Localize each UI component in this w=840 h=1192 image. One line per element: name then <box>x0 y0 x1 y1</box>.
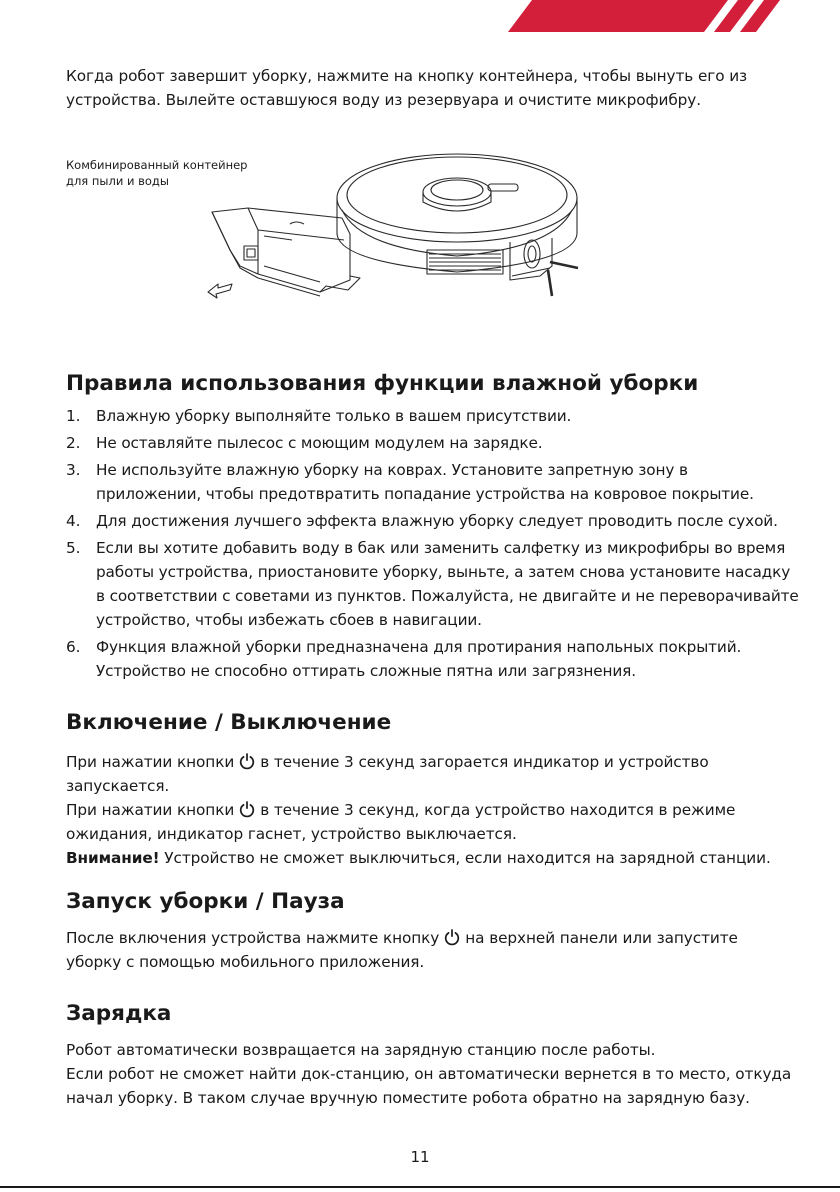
figure-caption-line-2: для пыли и воды <box>66 173 169 188</box>
robot-vacuum-drawing <box>337 154 578 296</box>
rule-number: 3. <box>66 461 81 479</box>
figure-caption-line-1: Комбинированный контейнер <box>66 158 248 172</box>
charging-line-3: начал уборку. В таком случае вручную поместите робота обратно на зарядную базу. <box>66 1089 750 1107</box>
header-stripes-decoration <box>0 0 840 32</box>
rule-text-line: Функция влажной уборки предназначена для протирания напольных покрытий. <box>96 638 742 656</box>
warning-label: Внимание! <box>66 849 160 867</box>
wet-cleaning-heading: Правила использования функции влажной уборки <box>66 371 699 396</box>
power-p2-part-b: в течение 3 секунд, когда устройство находится в режиме <box>260 801 736 819</box>
wet-cleaning-rules-list <box>66 404 799 686</box>
charging-paragraph <box>66 1038 792 1110</box>
rule-text-line: Не используйте влажную уборку на коврах. Установите запретную зону в <box>96 461 688 479</box>
rule-item <box>66 431 786 455</box>
charging-line-1: Робот автоматически возвращается на зарядную станцию после работы. <box>66 1041 656 1059</box>
rule-number: 1. <box>66 407 81 425</box>
power-paragraph <box>66 750 786 870</box>
rule-number: 2. <box>66 434 81 452</box>
warning-text: Устройство не сможет выключиться, если находится на зарядной станции. <box>164 849 771 867</box>
rule-text-line: Не оставляйте пылесос с моющим модулем на зарядке. <box>96 434 543 452</box>
footer-rule <box>0 1186 840 1188</box>
power-p1-part-a: При нажатии кнопки <box>66 753 235 771</box>
intro-line-1: Когда робот завершит уборку, нажмите на кнопку контейнера, чтобы вынуть его из <box>66 67 748 85</box>
start-part-c: уборку с помощью мобильного приложения. <box>66 953 425 971</box>
rule-text-line: работы устройства, приостановите уборку, выньте, а затем снова установите насадку <box>96 563 791 581</box>
power-heading: Включение / Выключение <box>66 710 392 735</box>
rule-number: 5. <box>66 539 81 557</box>
rule-text-line: Для достижения лучшего эффекта влажную уборку следует проводить после сухой. <box>96 512 778 530</box>
start-part-b: на верхней панели или запустите <box>465 929 738 947</box>
container-drawing <box>212 208 360 296</box>
rule-text-line: Устройство не способно оттирать сложные пятна или загрязнения. <box>96 662 636 680</box>
rule-item <box>66 635 786 683</box>
power-p2-part-c: ожидания, индикатор гаснет, устройство выключается. <box>66 825 517 843</box>
rule-text-line: в соответствии с советами из пунктов. Пожалуйста, не двигайте и не переворачивайте <box>96 587 799 605</box>
start-pause-paragraph <box>66 926 786 974</box>
rule-text-line: Влажную уборку выполняйте только в вашем присутствии. <box>96 407 572 425</box>
power-icon <box>443 928 461 946</box>
rule-item <box>66 536 799 632</box>
rule-number: 6. <box>66 638 81 656</box>
page-number: 11 <box>410 1148 430 1166</box>
rule-text-line: Если вы хотите добавить воду в бак или заменить салфетку из микрофибры во время <box>96 539 786 557</box>
power-p1-part-b: в течение 3 секунд загорается индикатор и устройство <box>260 753 709 771</box>
robot-container-illustration <box>200 150 590 310</box>
intro-paragraph <box>66 64 786 112</box>
rule-number: 4. <box>66 512 81 530</box>
rule-item <box>66 509 786 533</box>
rule-item <box>66 404 786 428</box>
power-icon <box>238 800 256 818</box>
rule-text-line: устройство, чтобы избежать сбоев в навигации. <box>96 611 482 629</box>
power-icon <box>238 752 256 770</box>
pull-out-arrow <box>208 284 232 298</box>
rule-item <box>66 458 786 506</box>
start-part-a: После включения устройства нажмите кнопку <box>66 929 440 947</box>
rule-text-line: приложении, чтобы предотвратить попадание устройства на ковровое покрытие. <box>96 485 754 503</box>
power-p1-part-c: запускается. <box>66 777 170 795</box>
charging-line-2: Если робот не сможет найти док-станцию, он автоматически вернется в то место, откуда <box>66 1065 792 1083</box>
start-pause-heading: Запуск уборки / Пауза <box>66 889 345 914</box>
intro-line-2: устройства. Вылейте оставшуюся воду из резервуара и очистите микрофибру. <box>66 91 702 109</box>
power-p2-part-a: При нажатии кнопки <box>66 801 235 819</box>
charging-heading: Зарядка <box>66 1001 172 1026</box>
